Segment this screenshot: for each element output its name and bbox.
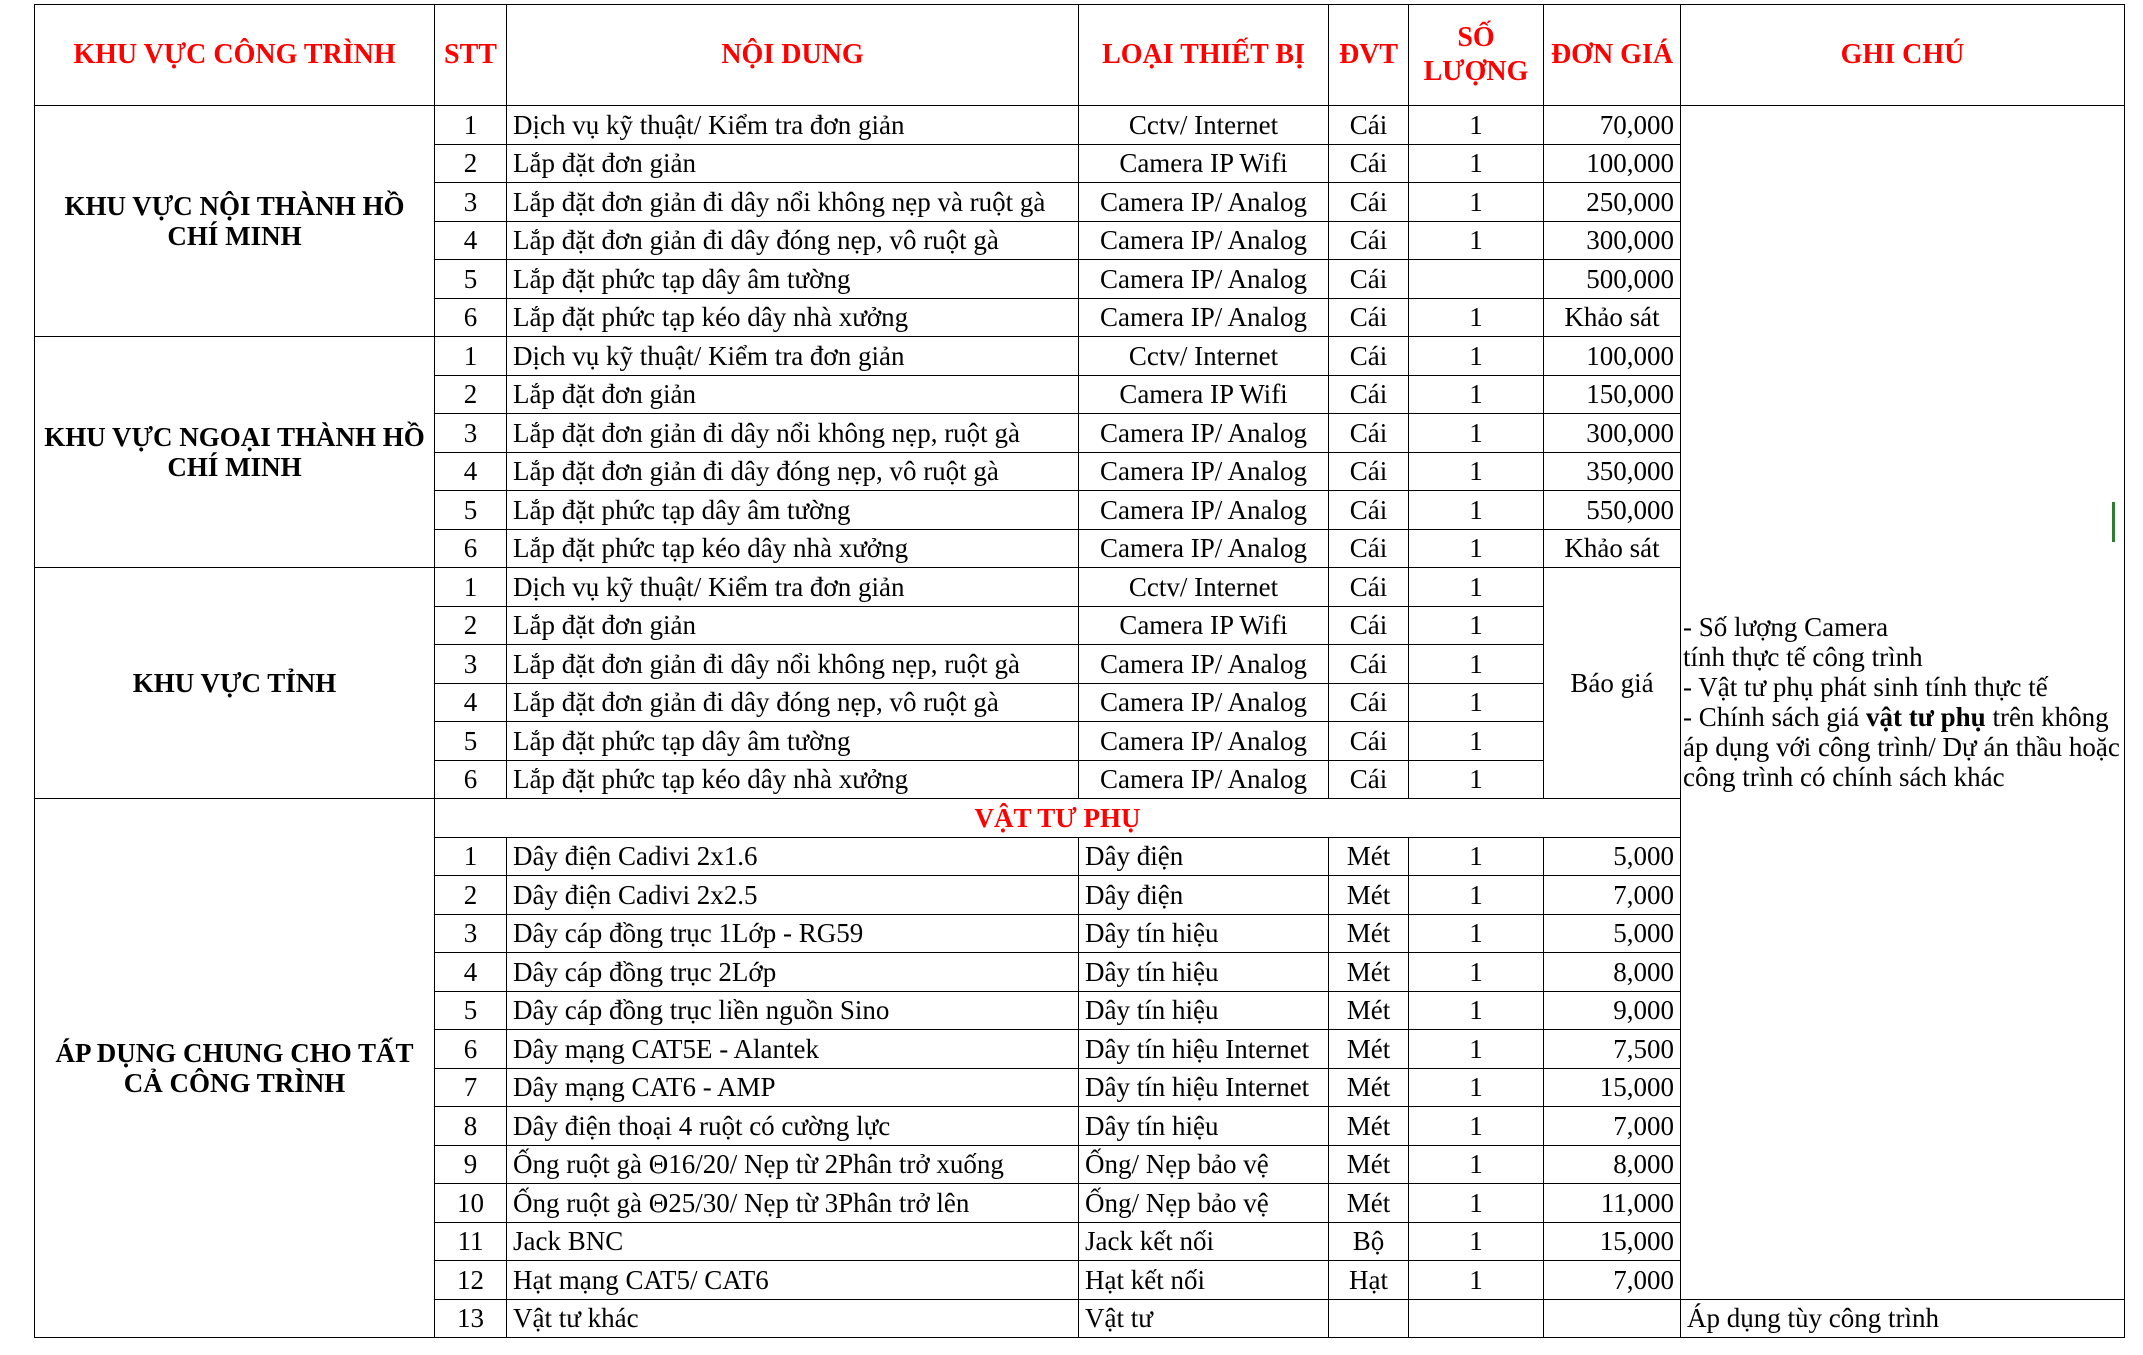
device-cell: Camera IP/ Analog [1079, 760, 1329, 799]
device-cell: Cctv/ Internet [1079, 568, 1329, 607]
stt-cell: 10 [435, 1184, 507, 1223]
device-cell: Camera IP/ Analog [1079, 414, 1329, 453]
area-cell: ÁP DỤNG CHUNG CHO TẤT CẢ CÔNG TRÌNH [35, 799, 435, 1338]
qty-cell: 1 [1409, 452, 1544, 491]
note-line-3: - Vật tư phụ phát sinh tính thực tế [1683, 672, 2048, 703]
header-qty: SỐ LƯỢNG [1409, 5, 1544, 106]
content-cell: Dịch vụ kỹ thuật/ Kiểm tra đơn giản [507, 568, 1079, 607]
price-cell: 5,000 [1544, 914, 1681, 953]
qty-cell: 1 [1409, 914, 1544, 953]
device-cell: Dây tín hiệu [1079, 953, 1329, 992]
unit-cell: Cái [1329, 760, 1409, 799]
unit-cell: Mét [1329, 1107, 1409, 1146]
qty-cell: 1 [1409, 837, 1544, 876]
qty-cell [1409, 1299, 1544, 1338]
stt-cell: 5 [435, 260, 507, 299]
content-cell: Dây cáp đồng trục 1Lớp - RG59 [507, 914, 1079, 953]
content-cell: Lắp đặt phức tạp dây âm tường [507, 722, 1079, 761]
content-cell: Dây mạng CAT6 - AMP [507, 1068, 1079, 1107]
qty-cell: 1 [1409, 683, 1544, 722]
price-cell: 15,000 [1544, 1068, 1681, 1107]
stt-cell: 5 [435, 491, 507, 530]
content-cell: Lắp đặt đơn giản đi dây nổi không nẹp, ruột gà [507, 645, 1079, 684]
stt-cell: 2 [435, 876, 507, 915]
price-cell: 100,000 [1544, 144, 1681, 183]
price-cell: 500,000 [1544, 260, 1681, 299]
qty-cell: 1 [1409, 1068, 1544, 1107]
header-row [35, 5, 2125, 106]
qty-cell: 1 [1409, 722, 1544, 761]
stt-cell: 1 [435, 568, 507, 607]
qty-cell: 1 [1409, 106, 1544, 145]
device-cell: Camera IP/ Analog [1079, 183, 1329, 222]
header-stt: STT [435, 5, 507, 106]
unit-cell: Cái [1329, 375, 1409, 414]
unit-cell: Cái [1329, 645, 1409, 684]
unit-cell: Cái [1329, 260, 1409, 299]
stt-cell: 4 [435, 953, 507, 992]
price-cell: 11,000 [1544, 1184, 1681, 1223]
content-cell: Vật tư khác [507, 1299, 1079, 1338]
device-cell: Dây tín hiệu [1079, 991, 1329, 1030]
price-cell: 7,000 [1544, 1261, 1681, 1300]
device-cell: Vật tư [1079, 1299, 1329, 1338]
qty-cell: 1 [1409, 183, 1544, 222]
qty-cell: 1 [1409, 144, 1544, 183]
note-line-4-post: trên không áp dụng với công trình/ Dự án thầu hoặc công trình có chính sách khác [1683, 702, 2120, 793]
stt-cell: 1 [435, 106, 507, 145]
price-cell: 5,000 [1544, 837, 1681, 876]
content-cell: Lắp đặt phức tạp dây âm tường [507, 260, 1079, 299]
qty-cell: 1 [1409, 1107, 1544, 1146]
unit-cell: Mét [1329, 1030, 1409, 1069]
area-cell: KHU VỰC TỈNH [35, 568, 435, 799]
qty-cell: 1 [1409, 606, 1544, 645]
stt-cell: 3 [435, 414, 507, 453]
stt-cell: 7 [435, 1068, 507, 1107]
section-title: VẬT TƯ PHỤ [435, 799, 1681, 838]
content-cell: Dây điện Cadivi 2x1.6 [507, 837, 1079, 876]
price-cell: 550,000 [1544, 491, 1681, 530]
unit-cell: Mét [1329, 1145, 1409, 1184]
content-cell: Dây mạng CAT5E - Alantek [507, 1030, 1079, 1069]
content-cell: Ống ruột gà Θ25/30/ Nẹp từ 3Phân trở lên [507, 1184, 1079, 1223]
device-cell: Camera IP Wifi [1079, 606, 1329, 645]
qty-cell: 1 [1409, 491, 1544, 530]
device-cell: Dây điện [1079, 876, 1329, 915]
device-cell: Camera IP/ Analog [1079, 260, 1329, 299]
content-cell: Lắp đặt đơn giản đi dây đóng nẹp, vô ruột gà [507, 683, 1079, 722]
qty-cell: 1 [1409, 1030, 1544, 1069]
device-cell: Cctv/ Internet [1079, 106, 1329, 145]
qty-cell: 1 [1409, 375, 1544, 414]
stt-cell: 6 [435, 298, 507, 337]
qty-cell: 1 [1409, 337, 1544, 376]
content-cell: Dây điện Cadivi 2x2.5 [507, 876, 1079, 915]
stt-cell: 11 [435, 1222, 507, 1261]
unit-cell: Cái [1329, 491, 1409, 530]
unit-cell [1329, 1299, 1409, 1338]
device-cell: Camera IP/ Analog [1079, 298, 1329, 337]
price-cell: 300,000 [1544, 221, 1681, 260]
stt-cell: 3 [435, 645, 507, 684]
price-cell: 8,000 [1544, 953, 1681, 992]
unit-cell: Mét [1329, 914, 1409, 953]
content-cell: Lắp đặt phức tạp dây âm tường [507, 491, 1079, 530]
header-note: GHI CHÚ [1681, 5, 2125, 106]
area-cell: KHU VỰC NỘI THÀNH HỒ CHÍ MINH [35, 106, 435, 337]
stt-cell: 8 [435, 1107, 507, 1146]
note-last-cell: Áp dụng tùy công trình [1681, 1299, 2125, 1338]
content-cell: Lắp đặt phức tạp kéo dây nhà xưởng [507, 529, 1079, 568]
price-cell: 8,000 [1544, 1145, 1681, 1184]
qty-cell: 1 [1409, 221, 1544, 260]
content-cell: Lắp đặt phức tạp kéo dây nhà xưởng [507, 298, 1079, 337]
price-cell: 300,000 [1544, 414, 1681, 453]
qty-cell: 1 [1409, 298, 1544, 337]
device-cell: Dây tín hiệu [1079, 1107, 1329, 1146]
content-cell: Dây điện thoại 4 ruột có cường lực [507, 1107, 1079, 1146]
note-line-4-pre: - Chính sách giá [1683, 702, 1866, 733]
device-cell: Ống/ Nẹp bảo vệ [1079, 1145, 1329, 1184]
unit-cell: Mét [1329, 953, 1409, 992]
note-line-2: tính thực tế công trình [1683, 642, 1923, 673]
stt-cell: 4 [435, 683, 507, 722]
unit-cell: Cái [1329, 683, 1409, 722]
note-line-4 [1683, 702, 2122, 792]
qty-cell: 1 [1409, 953, 1544, 992]
header-price: ĐƠN GIÁ [1544, 5, 1681, 106]
unit-cell: Cái [1329, 529, 1409, 568]
price-cell: 100,000 [1544, 337, 1681, 376]
stt-cell: 6 [435, 529, 507, 568]
unit-cell: Cái [1329, 106, 1409, 145]
column-edge-marker [2112, 502, 2115, 542]
unit-cell: Cái [1329, 452, 1409, 491]
device-cell: Camera IP/ Analog [1079, 722, 1329, 761]
stt-cell: 4 [435, 221, 507, 260]
area-cell: KHU VỰC NGOẠI THÀNH HỒ CHÍ MINH [35, 337, 435, 568]
price-cell: 250,000 [1544, 183, 1681, 222]
price-cell: 15,000 [1544, 1222, 1681, 1261]
device-cell: Camera IP Wifi [1079, 144, 1329, 183]
unit-cell: Cái [1329, 337, 1409, 376]
stt-cell: 1 [435, 837, 507, 876]
device-cell: Cctv/ Internet [1079, 337, 1329, 376]
content-cell: Hạt mạng CAT5/ CAT6 [507, 1261, 1079, 1300]
stt-cell: 5 [435, 722, 507, 761]
content-cell: Lắp đặt đơn giản đi dây đóng nẹp, vô ruột gà [507, 221, 1079, 260]
stt-cell: 6 [435, 760, 507, 799]
stt-cell: 13 [435, 1299, 507, 1338]
price-cell [1544, 1299, 1681, 1338]
price-cell: 7,000 [1544, 876, 1681, 915]
device-cell: Camera IP/ Analog [1079, 491, 1329, 530]
device-cell: Camera IP/ Analog [1079, 683, 1329, 722]
device-cell: Dây điện [1079, 837, 1329, 876]
stt-cell: 2 [435, 375, 507, 414]
qty-cell: 1 [1409, 876, 1544, 915]
unit-cell: Cái [1329, 183, 1409, 222]
content-cell: Dịch vụ kỹ thuật/ Kiểm tra đơn giản [507, 106, 1079, 145]
device-cell: Camera IP Wifi [1079, 375, 1329, 414]
stt-cell: 12 [435, 1261, 507, 1300]
stt-cell: 2 [435, 144, 507, 183]
content-cell: Jack BNC [507, 1222, 1079, 1261]
price-table [34, 4, 2125, 1338]
qty-cell: 1 [1409, 529, 1544, 568]
content-cell: Lắp đặt đơn giản đi dây nổi không nẹp và ruột gà [507, 183, 1079, 222]
unit-cell: Cái [1329, 568, 1409, 607]
content-cell: Lắp đặt đơn giản đi dây nổi không nẹp, ruột gà [507, 414, 1079, 453]
qty-cell: 1 [1409, 991, 1544, 1030]
unit-cell: Mét [1329, 991, 1409, 1030]
device-cell: Camera IP/ Analog [1079, 221, 1329, 260]
content-cell: Lắp đặt đơn giản đi dây đóng nẹp, vô ruột gà [507, 452, 1079, 491]
unit-cell: Mét [1329, 876, 1409, 915]
price-cell: 7,500 [1544, 1030, 1681, 1069]
qty-cell: 1 [1409, 645, 1544, 684]
stt-cell: 3 [435, 914, 507, 953]
device-cell: Jack kết nối [1079, 1222, 1329, 1261]
device-cell: Camera IP/ Analog [1079, 645, 1329, 684]
table-row [35, 106, 2125, 145]
unit-cell: Cái [1329, 606, 1409, 645]
content-cell: Dây cáp đồng trục liền nguồn Sino [507, 991, 1079, 1030]
price-cell: 9,000 [1544, 991, 1681, 1030]
device-cell: Dây tín hiệu Internet [1079, 1068, 1329, 1107]
header-unit: ĐVT [1329, 5, 1409, 106]
stt-cell: 6 [435, 1030, 507, 1069]
content-cell: Lắp đặt phức tạp kéo dây nhà xưởng [507, 760, 1079, 799]
qty-cell: 1 [1409, 1222, 1544, 1261]
unit-cell: Cái [1329, 298, 1409, 337]
stt-cell: 1 [435, 337, 507, 376]
header-content: NỘI DUNG [507, 5, 1079, 106]
unit-cell: Mét [1329, 837, 1409, 876]
unit-cell: Cái [1329, 144, 1409, 183]
stt-cell: 3 [435, 183, 507, 222]
price-cell: Khảo sát [1544, 529, 1681, 568]
price-cell: 70,000 [1544, 106, 1681, 145]
price-quote-cell: Báo giá [1544, 568, 1681, 799]
unit-cell: Mét [1329, 1068, 1409, 1107]
qty-cell: 1 [1409, 760, 1544, 799]
price-cell: Khảo sát [1544, 298, 1681, 337]
note-line-4-bold: vật tư phụ [1865, 702, 1986, 733]
qty-cell: 1 [1409, 568, 1544, 607]
stt-cell: 9 [435, 1145, 507, 1184]
device-cell: Camera IP/ Analog [1079, 529, 1329, 568]
content-cell: Lắp đặt đơn giản [507, 606, 1079, 645]
qty-cell: 1 [1409, 1184, 1544, 1223]
unit-cell: Cái [1329, 722, 1409, 761]
unit-cell: Mét [1329, 1184, 1409, 1223]
content-cell: Dây cáp đồng trục 2Lớp [507, 953, 1079, 992]
unit-cell: Hạt [1329, 1261, 1409, 1300]
content-cell: Dịch vụ kỹ thuật/ Kiểm tra đơn giản [507, 337, 1079, 376]
device-cell: Dây tín hiệu Internet [1079, 1030, 1329, 1069]
unit-cell: Cái [1329, 414, 1409, 453]
stt-cell: 2 [435, 606, 507, 645]
price-cell: 350,000 [1544, 452, 1681, 491]
qty-cell: 1 [1409, 414, 1544, 453]
unit-cell: Cái [1329, 221, 1409, 260]
content-cell: Ống ruột gà Θ16/20/ Nẹp từ 2Phân trở xuống [507, 1145, 1079, 1184]
price-cell: 150,000 [1544, 375, 1681, 414]
device-cell: Ống/ Nẹp bảo vệ [1079, 1184, 1329, 1223]
content-cell: Lắp đặt đơn giản [507, 375, 1079, 414]
qty-cell: 1 [1409, 1261, 1544, 1300]
price-cell: 7,000 [1544, 1107, 1681, 1146]
note-line-1: - Số lượng Camera [1683, 612, 1889, 643]
stt-cell: 4 [435, 452, 507, 491]
unit-cell: Bộ [1329, 1222, 1409, 1261]
qty-cell [1409, 260, 1544, 299]
stt-cell: 5 [435, 991, 507, 1030]
device-cell: Hạt kết nối [1079, 1261, 1329, 1300]
header-device: LOẠI THIẾT BỊ [1079, 5, 1329, 106]
note-cell [1681, 106, 2125, 1300]
content-cell: Lắp đặt đơn giản [507, 144, 1079, 183]
device-cell: Camera IP/ Analog [1079, 452, 1329, 491]
header-area: KHU VỰC CÔNG TRÌNH [35, 5, 435, 106]
device-cell: Dây tín hiệu [1079, 914, 1329, 953]
qty-cell: 1 [1409, 1145, 1544, 1184]
